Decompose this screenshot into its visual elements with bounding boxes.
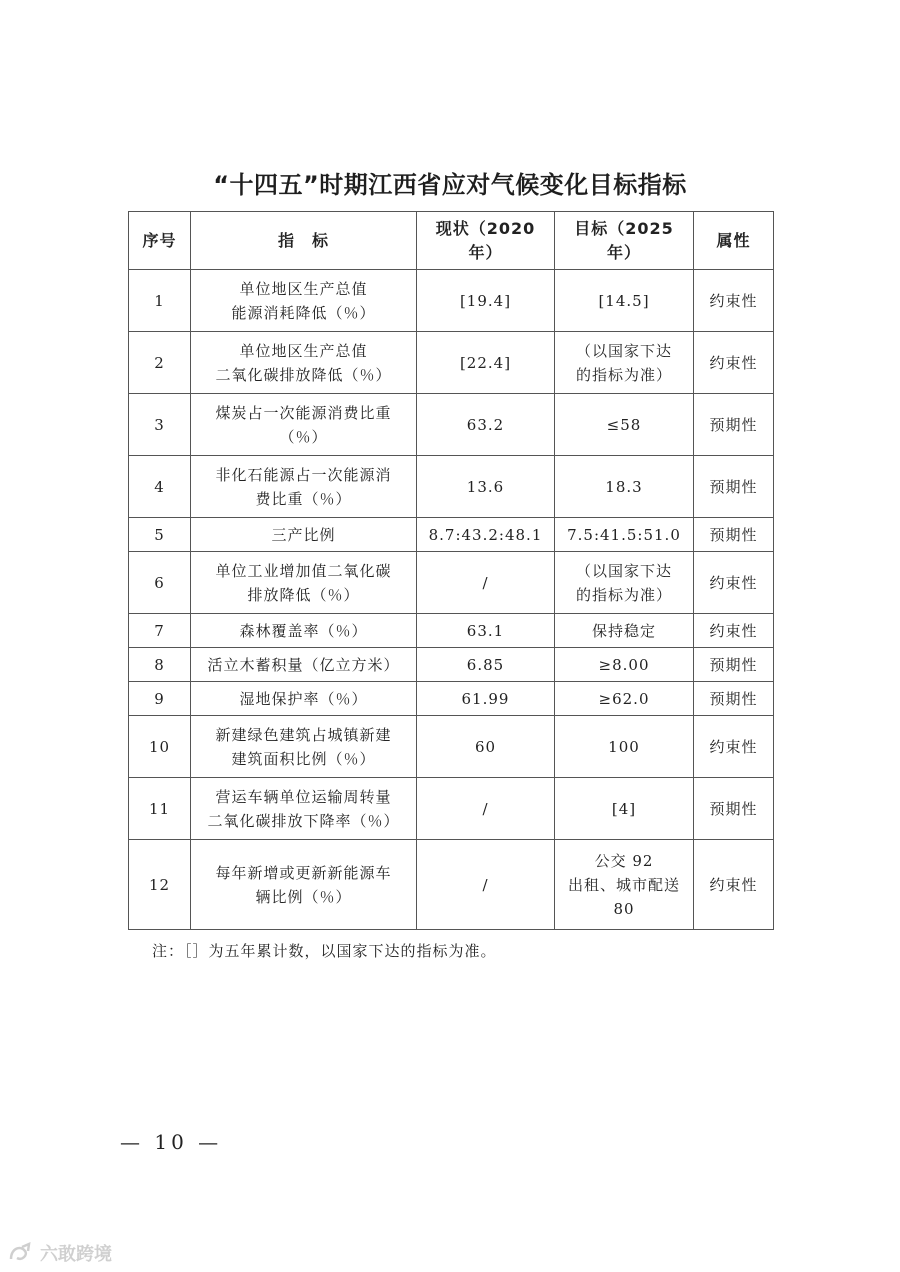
cell-indicator — [191, 648, 417, 682]
cell-attr: 约束性 — [694, 614, 774, 648]
cell-current-line: / — [482, 799, 489, 818]
cell-target-line: （以国家下达 — [575, 561, 672, 580]
cell-target-line: ≥8.00 — [598, 655, 650, 674]
cell-attr: 约束性 — [694, 716, 774, 778]
cell-seq: 8 — [129, 648, 191, 682]
cell-indicator-line: 营运车辆单位运输周转量 — [215, 787, 392, 806]
cell-indicator-line: 排放降低（％） — [247, 585, 360, 604]
cell-indicator — [191, 270, 417, 332]
cell-target-line: 18.3 — [605, 477, 643, 496]
cell-seq: 12 — [129, 840, 191, 930]
cell-current — [417, 614, 555, 648]
cell-target-line: [4] — [611, 799, 637, 818]
table-body — [129, 270, 774, 930]
cell-current — [417, 778, 555, 840]
cell-indicator-line: 辆比例（％） — [255, 887, 352, 906]
cell-indicator — [191, 552, 417, 614]
table-row — [129, 332, 774, 394]
cell-indicator — [191, 332, 417, 394]
cell-attr: 约束性 — [694, 270, 774, 332]
cell-attr: 预期性 — [694, 778, 774, 840]
cell-indicator-line: 能源消耗降低（％） — [231, 303, 376, 322]
cell-indicator-line: 二氧化碳排放降低（％） — [215, 365, 392, 384]
cell-current — [417, 840, 555, 930]
table-header-row — [129, 212, 774, 270]
cell-attr: 约束性 — [694, 332, 774, 394]
cell-seq: 1 — [129, 270, 191, 332]
cell-seq: 3 — [129, 394, 191, 456]
cell-current — [417, 394, 555, 456]
cell-seq: 4 — [129, 456, 191, 518]
cell-indicator — [191, 682, 417, 716]
cell-current — [417, 518, 555, 552]
cell-seq: 6 — [129, 552, 191, 614]
watermark — [8, 1240, 112, 1266]
cell-current — [417, 552, 555, 614]
cell-attr: 约束性 — [694, 840, 774, 930]
cell-seq: 11 — [129, 778, 191, 840]
cell-indicator-line: 非化石能源占一次能源消 — [215, 465, 392, 484]
cell-current-line: 13.6 — [466, 477, 505, 496]
cell-attr: 约束性 — [694, 552, 774, 614]
header-current: 现状（2020 年） — [417, 212, 555, 270]
cell-current — [417, 332, 555, 394]
cell-current — [417, 270, 555, 332]
page-title: “十四五”时期江西省应对气候变化目标指标 — [213, 171, 687, 199]
cell-target — [555, 778, 694, 840]
cell-indicator-line: 活立木蓄积量（亿立方米） — [207, 655, 400, 674]
cell-target-line: 公交 92 — [594, 851, 654, 870]
cell-attr: 预期性 — [694, 682, 774, 716]
cell-target-line: 80 — [613, 899, 635, 918]
cell-attr: 预期性 — [694, 394, 774, 456]
cell-target-line: [14.5] — [598, 291, 650, 310]
table-row — [129, 840, 774, 930]
watermark-logo-icon — [8, 1242, 34, 1264]
cell-indicator — [191, 840, 417, 930]
table-row — [129, 778, 774, 840]
cell-target — [555, 648, 694, 682]
cell-target — [555, 840, 694, 930]
cell-indicator-line: （％） — [279, 427, 328, 446]
cell-target-line: （以国家下达 — [575, 341, 672, 360]
cell-current-line: 63.2 — [466, 415, 505, 434]
cell-current — [417, 716, 555, 778]
cell-current — [417, 648, 555, 682]
table-row — [129, 614, 774, 648]
cell-target — [555, 518, 694, 552]
cell-current-line: 6.85 — [466, 655, 505, 674]
cell-indicator-line: 湿地保护率（％） — [239, 689, 368, 708]
page-number: — 10 — — [120, 1130, 223, 1154]
cell-target-line: 出租、城市配送 — [567, 875, 680, 894]
cell-target — [555, 270, 694, 332]
cell-seq: 10 — [129, 716, 191, 778]
cell-indicator — [191, 778, 417, 840]
header-indicator: 指 标 — [191, 212, 417, 270]
cell-target-line: ≤58 — [606, 415, 642, 434]
cell-target-line: 100 — [608, 737, 640, 756]
cell-target — [555, 332, 694, 394]
cell-current-line: [19.4] — [459, 291, 512, 310]
cell-target — [555, 614, 694, 648]
cell-current-line: [22.4] — [459, 353, 512, 372]
indicator-table — [128, 211, 774, 930]
cell-indicator-line: 三产比例 — [271, 525, 336, 544]
cell-current-line: 61.99 — [461, 689, 510, 708]
cell-indicator-line: 单位工业增加值二氧化碳 — [215, 561, 392, 580]
cell-target-line: 7.5:41.5:51.0 — [567, 525, 681, 544]
cell-target-line: 的指标为准） — [575, 585, 672, 604]
cell-seq: 5 — [129, 518, 191, 552]
cell-indicator — [191, 716, 417, 778]
cell-target-line: ≥62.0 — [598, 689, 650, 708]
cell-seq: 9 — [129, 682, 191, 716]
cell-indicator-line: 单位地区生产总值 — [239, 279, 368, 298]
cell-seq: 7 — [129, 614, 191, 648]
table-note: 注：［］为五年累计数，以国家下达的指标为准。 — [152, 942, 497, 960]
cell-seq: 2 — [129, 332, 191, 394]
cell-target-line: 的指标为准） — [575, 365, 672, 384]
cell-current — [417, 456, 555, 518]
cell-target — [555, 716, 694, 778]
cell-indicator-line: 煤炭占一次能源消费比重 — [215, 403, 392, 422]
cell-current-line: / — [482, 573, 489, 592]
header-target: 目标（2025 年） — [555, 212, 694, 270]
table-row — [129, 518, 774, 552]
cell-indicator-line: 每年新增或更新新能源车 — [215, 863, 392, 882]
cell-attr: 预期性 — [694, 518, 774, 552]
table-row — [129, 682, 774, 716]
cell-attr: 预期性 — [694, 456, 774, 518]
table-row — [129, 270, 774, 332]
cell-indicator — [191, 614, 417, 648]
cell-current — [417, 682, 555, 716]
table-row — [129, 552, 774, 614]
cell-indicator-line: 森林覆盖率（％） — [239, 621, 368, 640]
cell-target — [555, 394, 694, 456]
cell-indicator — [191, 456, 417, 518]
cell-target — [555, 682, 694, 716]
cell-indicator-line: 单位地区生产总值 — [239, 341, 368, 360]
table-row — [129, 394, 774, 456]
table-row — [129, 716, 774, 778]
cell-indicator-line: 建筑面积比例（％） — [231, 749, 376, 768]
header-seq: 序号 — [129, 212, 191, 270]
cell-indicator — [191, 394, 417, 456]
cell-target-line: 保持稳定 — [591, 621, 656, 640]
cell-indicator-line: 新建绿色建筑占城镇新建 — [215, 725, 392, 744]
cell-current-line: 8.7:43.2:48.1 — [428, 525, 543, 544]
cell-indicator-line: 费比重（％） — [255, 489, 352, 508]
watermark-text: 六敢跨境 — [40, 1244, 112, 1265]
cell-current-line: 63.1 — [466, 621, 505, 640]
table-row — [129, 648, 774, 682]
cell-indicator-line: 二氧化碳排放下降率（％） — [207, 811, 400, 830]
cell-target — [555, 456, 694, 518]
cell-target — [555, 552, 694, 614]
cell-attr: 预期性 — [694, 648, 774, 682]
cell-indicator — [191, 518, 417, 552]
header-attr: 属性 — [694, 212, 774, 270]
cell-current-line: 60 — [474, 737, 497, 756]
table-row — [129, 456, 774, 518]
cell-current-line: / — [482, 875, 489, 894]
